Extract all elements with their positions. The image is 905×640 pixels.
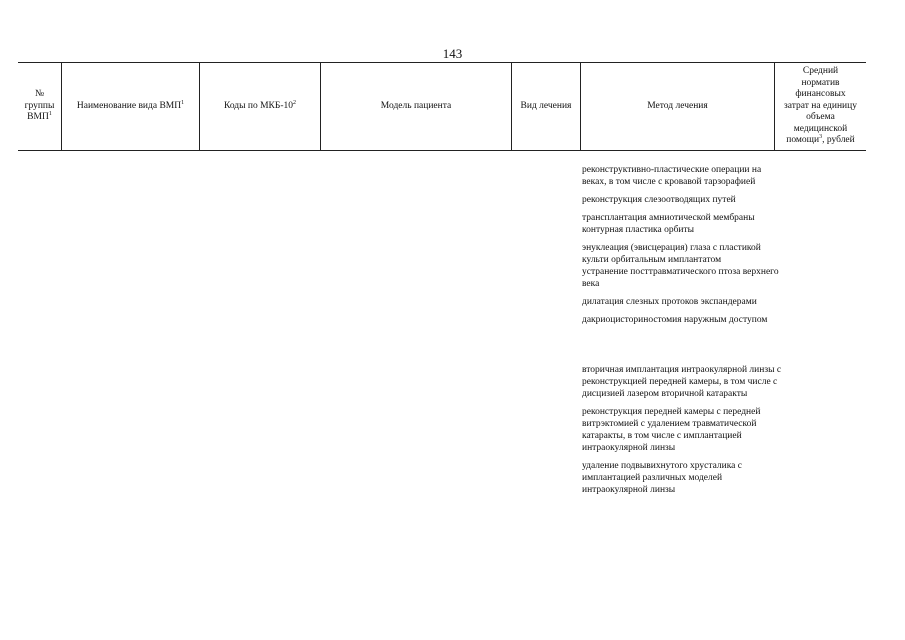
header-cost-line3: финансовых [795, 89, 846, 100]
header-vmp-name-label: Наименование вида ВМП [76, 100, 182, 111]
header-vmp-name [62, 63, 199, 150]
header-cost-standard [775, 63, 866, 150]
method-item: реконструкция передней камеры с передней витрэктомией с удалением травматической катаракты, в том числе с имплантацией интраокулярной линзы [582, 407, 761, 453]
method-item: трансплантация амниотической мембраны [582, 213, 755, 223]
method-group [582, 194, 782, 206]
header-cost-line6: медицинской [793, 123, 848, 134]
footnote-marker: 2 [293, 99, 297, 106]
page-number: 143 [442, 46, 463, 61]
header-patient-model [321, 63, 511, 150]
method-item: дилатация слезных протоков экспандерами [582, 297, 757, 307]
method-group [582, 212, 782, 236]
method-item: реконструкция слезоотводящих путей [582, 195, 736, 205]
header-cost-line7-suffix: , рублей [822, 135, 855, 146]
method-group [582, 164, 782, 188]
header-treatment-type-label: Вид лечения [520, 100, 572, 111]
header-icd-codes [200, 63, 320, 150]
method-group [582, 406, 782, 454]
header-cost-line5: объема [806, 112, 835, 123]
method-item: вторичная имплантация интраокулярной линзы с реконструкцией передней камеры, в том числе с дисцизией лазером вторичной катаракты [582, 365, 782, 399]
header-cost-line1: Средний [802, 66, 839, 77]
method-item: удаление подвывихнутого хрусталика с имплантацией различных моделей интраокулярной линзы [582, 461, 742, 495]
footnote-marker: 1 [181, 99, 185, 106]
header-patient-model-label: Модель пациента [380, 100, 452, 111]
header-icd-codes-label: Коды по МКБ-10 [223, 100, 294, 111]
section-gap [582, 332, 782, 364]
header-group-number-line1: № [34, 89, 45, 100]
method-item: энуклеация (эвисцерация) глаза с пластикой культи орбитальным имплантатом [582, 243, 761, 265]
header-treatment-method-label: Метод лечения [647, 100, 708, 111]
method-item: устранение посттравматического птоза верхнего века [582, 267, 779, 289]
header-cost-line2: норматив [801, 77, 840, 88]
header-treatment-type [512, 63, 580, 150]
header-group-number-line2: группы [24, 100, 55, 111]
method-item: реконструктивно-пластические операции на веках, в том числе с кровавой тарзорафией [582, 165, 762, 187]
footnote-marker: 1 [48, 111, 52, 118]
header-cost-line7: помощи [786, 135, 820, 146]
method-item: контурная пластика орбиты [582, 225, 695, 235]
header-group-number-line3: ВМП [27, 112, 49, 123]
method-group [582, 460, 782, 496]
table-header [18, 62, 866, 151]
treatment-methods-column [582, 164, 782, 502]
header-cost-line4: затрат на единицу [784, 100, 857, 111]
method-group [582, 314, 782, 326]
method-group [582, 296, 782, 308]
method-group [582, 242, 782, 290]
footnote-marker: 3 [819, 134, 823, 141]
header-treatment-method [581, 63, 774, 150]
method-group [582, 364, 782, 400]
header-group-number [18, 63, 61, 150]
method-item: дакриоцисториностомия наружным доступом [582, 315, 768, 325]
